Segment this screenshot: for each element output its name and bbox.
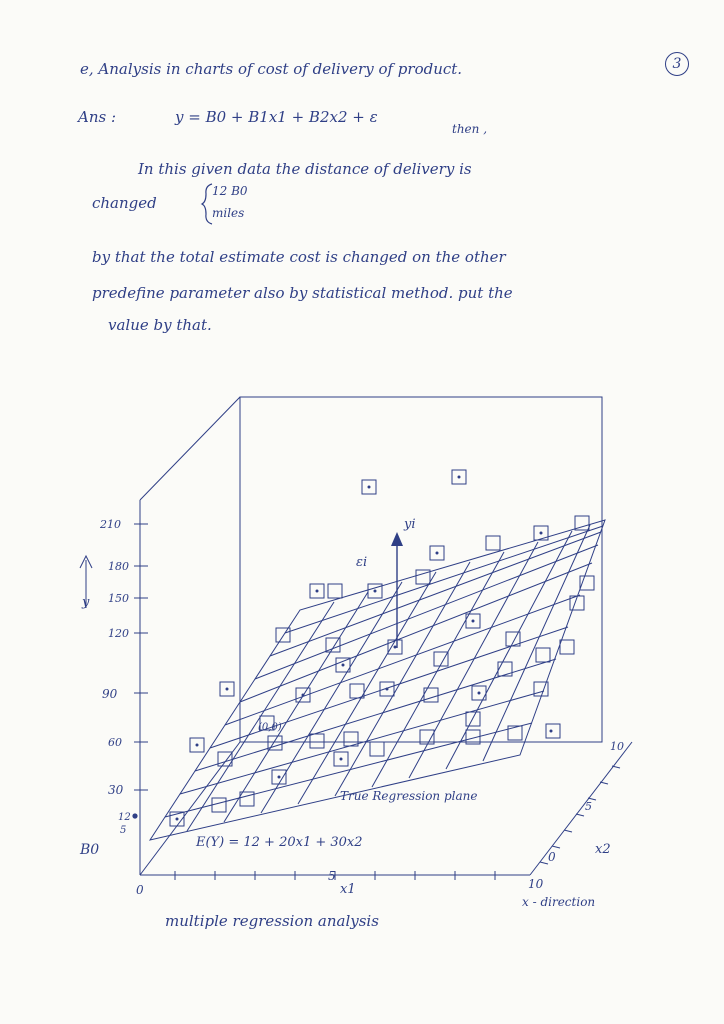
direction-label: x - direction [522,895,596,909]
answer-label: Ans : [78,108,117,126]
model-equation: E(Y) = 12 + 20x1 + 30x2 [196,835,363,850]
y-tick-5: 5 [120,825,127,836]
residual-arrowhead [391,532,403,546]
heading: e, Analysis in charts of cost of delivery of product. [80,60,463,78]
y-arrow-label: y [82,595,90,610]
y-tick-12: 12 [118,812,131,823]
x2-axis-line [530,742,632,875]
intercept-point [132,813,137,818]
y-tick-180: 180 [108,560,129,573]
plane-label: True Regression plane [340,789,478,803]
y-tick-150: 150 [108,592,129,605]
x2-label: x2 [595,842,611,857]
x1-label: x1 [340,882,356,897]
paragraph-line-2: predefine parameter also by statistical method. put the [92,284,513,302]
origin-label: 0 [136,883,144,897]
b0-label: B0 [80,842,100,858]
paragraph-line-1: by that the total estimate cost is changed on the other [92,248,506,266]
brace-value-bottom: miles [212,206,245,220]
x2-zero: 0 [548,850,556,864]
y-tick-60: 60 [108,736,122,749]
x1-end-tick: 10 [528,877,544,891]
changed-word: changed [92,194,157,212]
y-tick-30: 30 [108,783,124,797]
page-number: 3 [665,52,689,76]
brace-value-top: 12 B0 [212,184,248,198]
y-tick-90: 90 [102,687,118,701]
data-points [170,470,594,826]
frame-diagonal-top [140,397,240,500]
epsilon-label: εi [356,555,368,570]
x1-mid-tick: 5 [328,869,336,883]
y-tick-210: 210 [100,518,121,531]
y-tick-120: 120 [108,627,129,640]
x2-end-tick: 10 [610,740,624,753]
point-label: (0,0) [258,722,282,733]
equation: y = B0 + B1x1 + B2x2 + ε [175,108,378,126]
then-word: then , [452,122,488,136]
caption: multiple regression analysis [165,912,379,930]
paragraph-line-3: value by that. [108,316,212,334]
given-line: In this given data the distance of delivery is [138,160,472,178]
yi-label: yi [404,517,416,532]
x2-mid-tick: 5 [585,800,592,813]
